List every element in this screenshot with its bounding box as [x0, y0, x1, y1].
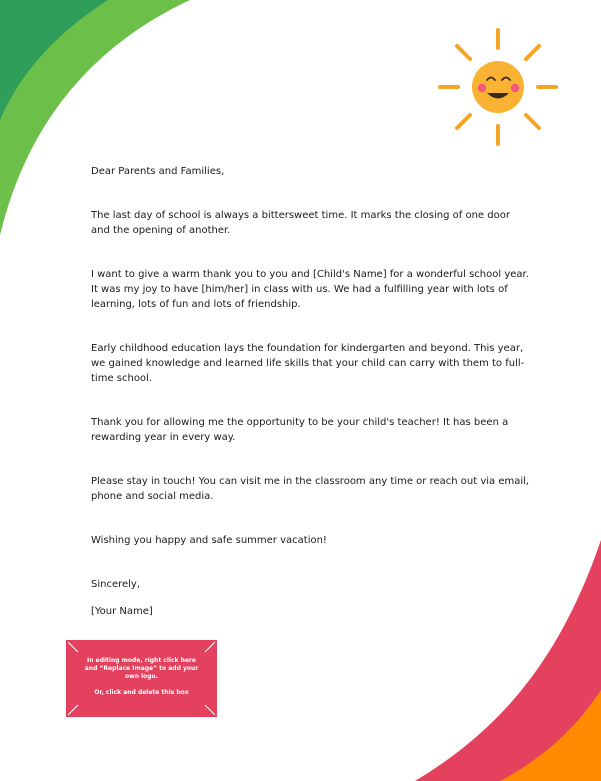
logo-placeholder[interactable] — [66, 640, 217, 717]
letter-paragraph: Early childhood education lays the foundation for kindergarten and beyond. This year, we gained knowledge and learned life skills that your child can carry with them to full-time school. — [91, 343, 525, 384]
letter-paragraph: Wishing you happy and safe summer vacation! — [91, 535, 327, 546]
letter-closing: Sincerely, — [91, 579, 141, 590]
letter-body — [91, 164, 531, 648]
letter-paragraph: Please stay in touch! You can visit me in the classroom any time or reach out via email, phone and social media. — [91, 476, 530, 502]
letter-paragraph: I want to give a warm thank you to you and [Child's Name] for a wonderful school year. It was my joy to have [him/her] in class with us. We had a fulfilling year with lots of learning, lots of fun and lots of friendship. — [91, 269, 529, 310]
corner-mark-icon — [68, 703, 80, 715]
corner-mark-icon — [68, 642, 80, 654]
letter-paragraph: The last day of school is always a bittersweet time. It marks the closing of one door and the opening of another. — [91, 210, 510, 236]
logo-instructions: In editing mode, right click here and “Replace Image” to add your own logo. — [84, 657, 199, 680]
letter-greeting: Dear Parents and Families, — [91, 166, 225, 177]
corner-mark-icon — [203, 703, 215, 715]
letter-signature: [Your Name] — [91, 606, 153, 617]
letter-paragraph: Thank you for allowing me the opportunity to be your child's teacher! It has been a rewarding year in every way. — [91, 417, 509, 443]
corner-mark-icon — [203, 642, 215, 654]
logo-delete-hint: Or, click and delete this box — [94, 689, 189, 696]
